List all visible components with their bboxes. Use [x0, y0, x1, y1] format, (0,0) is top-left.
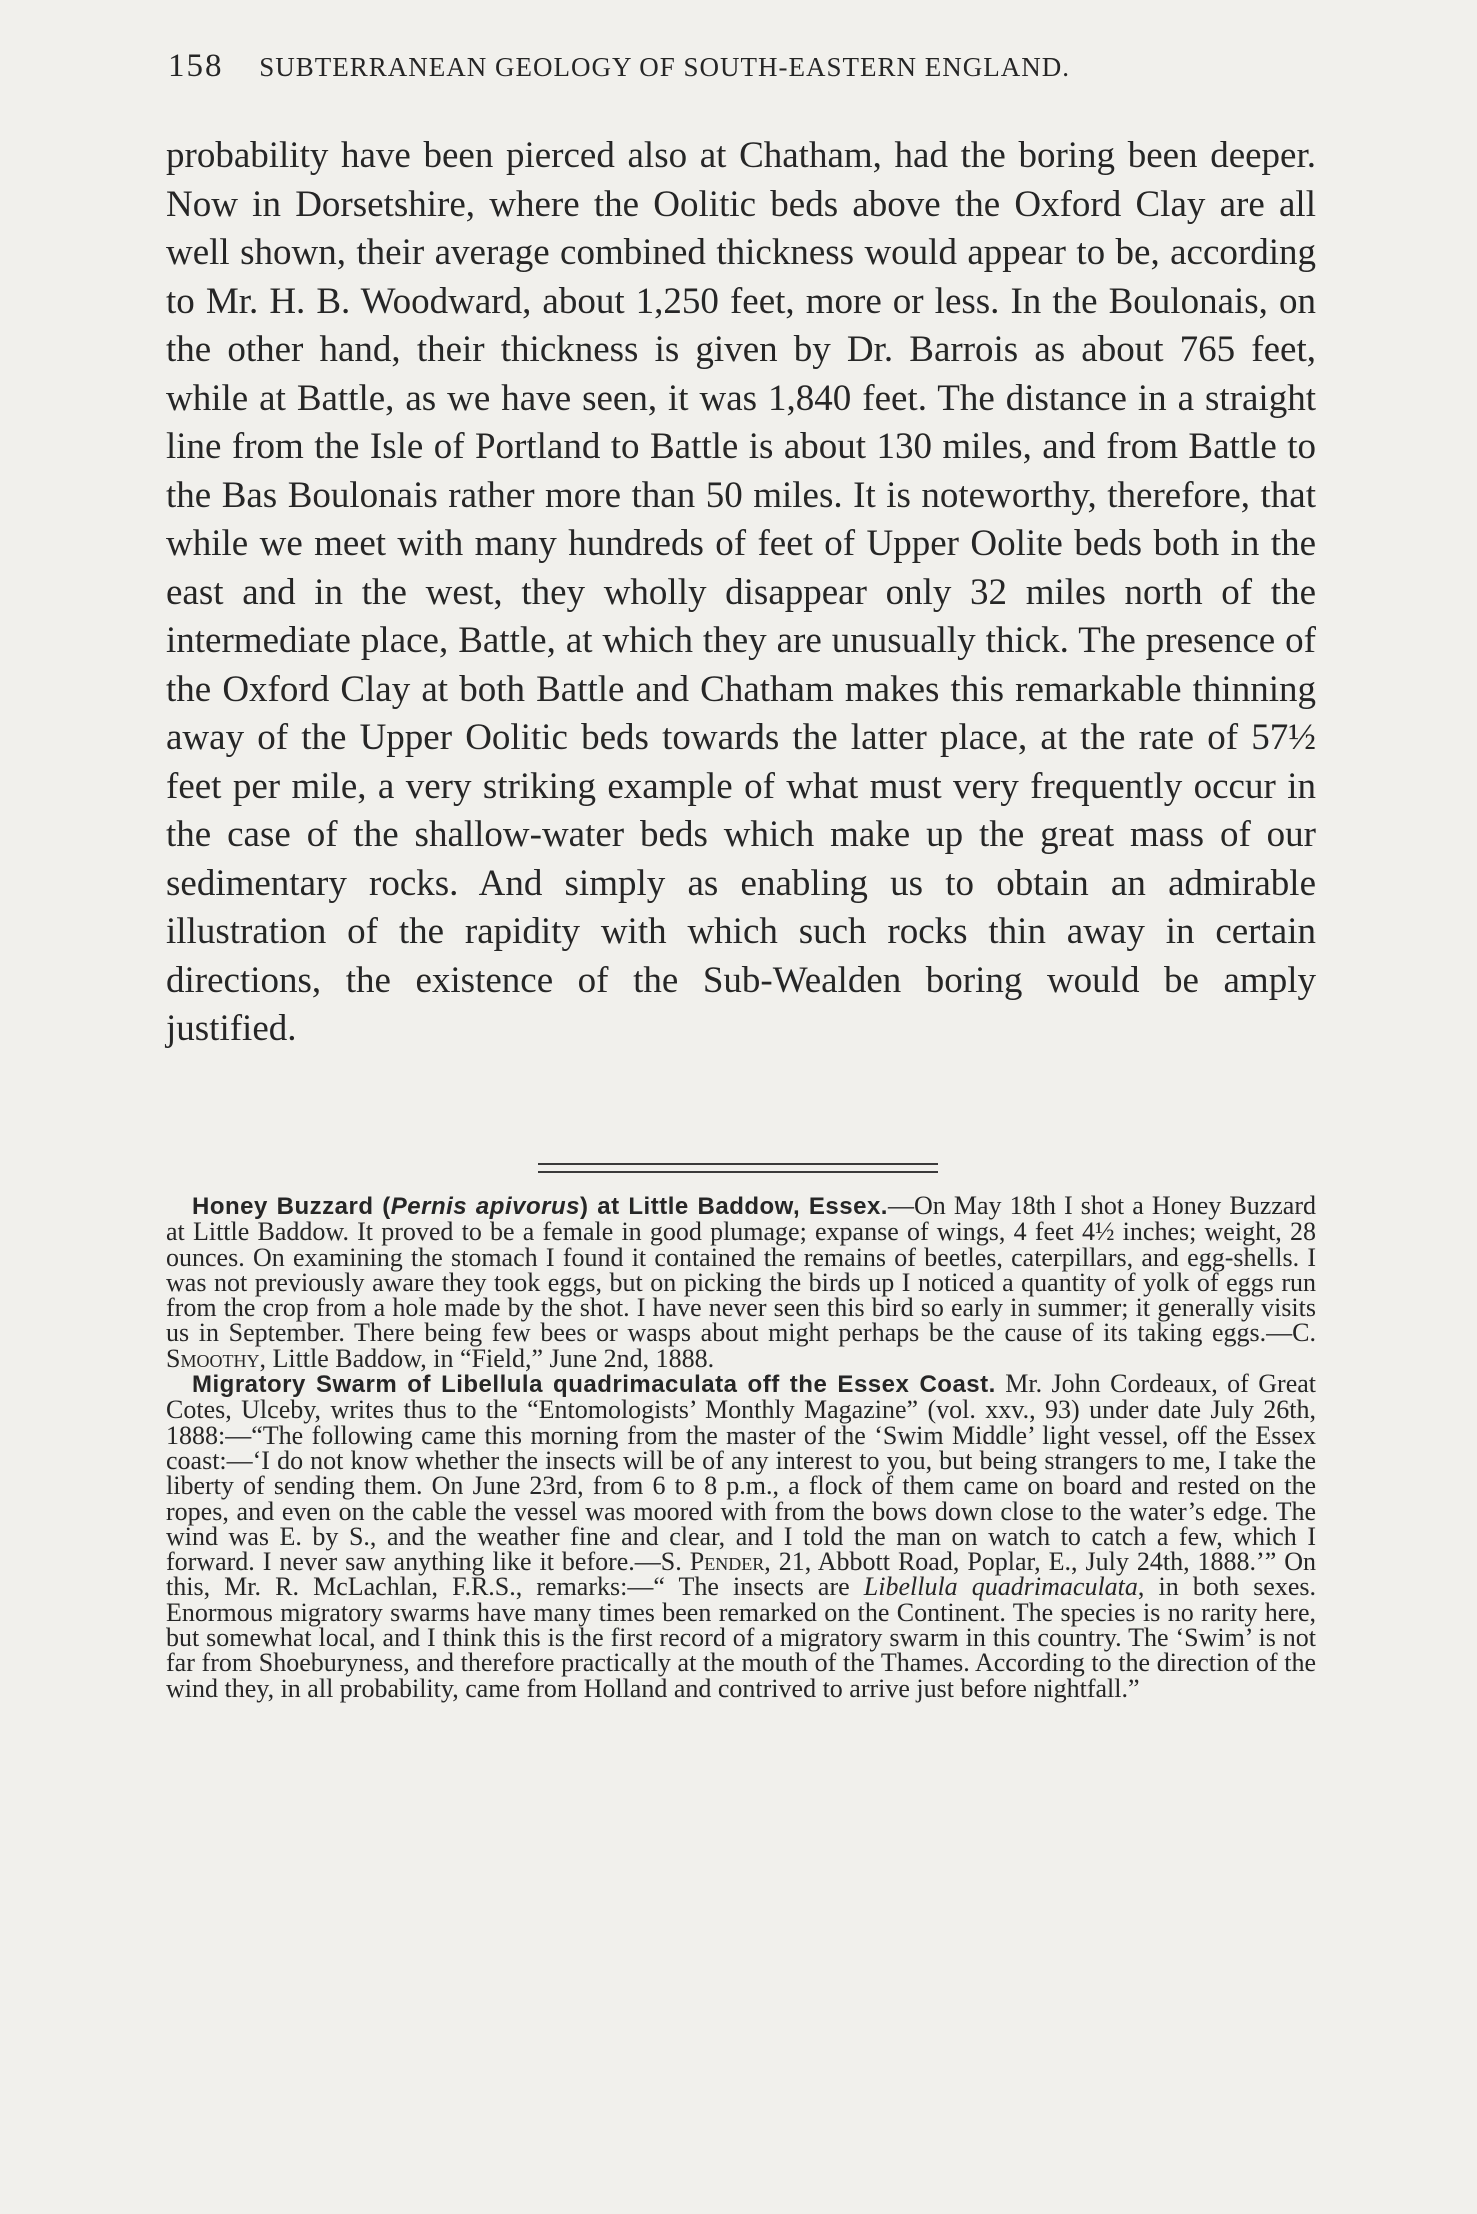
note-body: , 21, Abbott Road, Poplar, E., July 24th, 1888.’” On this, Mr. R. McLachlan, F.R.S., remarks:—“ The insects are — [166, 1547, 1317, 1602]
note-citation: , Little Baddow, in “Field,” June 2nd, 1888. — [259, 1343, 715, 1373]
note-honey-buzzard — [166, 1193, 1316, 1371]
note-heading: Migratory Swarm of Libellula quadrimaculata off the Essex Coast. — [192, 1371, 996, 1399]
note-migratory-swarm — [166, 1371, 1316, 1701]
page-number: 158 — [168, 48, 224, 84]
main-text-block — [166, 132, 1316, 1054]
author-name: Smoothy — [166, 1343, 260, 1373]
note-body: Mr. John Cordeaux, of Great Cotes, Ulceby, writes thus to the “Entomologists’ Monthly Magazine” (vol. xxv., 93) under date July 26th, 1888:—“The following came this morning from the master of the ‘Swim Middle’ light vessel, off the Essex coast:—‘I do not know whether the insects will be of any interest to you, but being strangers to me, I take the liberty of sending them. On June 23rd, from 6 to 8 p.m., a flock of them came on board and rested on the ropes, and even on the cable the vessel was moored with from the bows down close to the water’s edge. The wind was E. by S., and the weather fine and clear, and I told the man on watch to catch a few, which I forward. I never saw anything like it before.—S. — [166, 1369, 1316, 1577]
note-body: —On May 18th I shot a Honey Buzzard at Little Baddow. It proved to be a female in good plumage; expanse of wings, 4 feet 4½ inches; weight, 28 ounces. On examining the stomach I found it contained the remains of beetles, caterpillars, and egg-shells. I was not previously aware they took eggs, but on picking the birds up I noticed a quantity of yolk of eggs run from the crop from a hole made by the shot. I have never seen this bird so early in summer; it generally visits us in September. There being few bees or wasps about might perhaps be the cause of its taking eggs.—C. — [166, 1191, 1316, 1348]
species-name: Pernis apivorus — [390, 1193, 580, 1220]
author-name: Pender — [689, 1547, 765, 1577]
running-title: SUBTERRANEAN GEOLOGY OF SOUTH-EASTERN ENGLAND. — [259, 52, 1070, 82]
notes-section — [166, 1193, 1316, 1701]
running-header — [168, 48, 1318, 85]
note-heading: Honey Buzzard (Pernis apivorus) at Little Baddow, Essex. — [192, 1193, 888, 1220]
note-body: , in both sexes. Enormous migratory swarms have many times been remarked on the Continent. The species is no rarity here, but somewhat local, and I think this is the first record of a migratory swarm in this country. The ‘Swim’ is not far from Shoeburyness, and therefore practically at the mouth of the Thames. According to the direction of the wind they, in all probability, came from Holland and contrived to arrive just before nightfall.” — [166, 1572, 1317, 1703]
species-name: Libellula quadrimaculata — [863, 1572, 1138, 1602]
section-divider — [538, 1163, 938, 1173]
main-paragraph: probability have been pierced also at Chatham, had the boring been deeper. Now in Dorsetshire, where the Oolitic beds above the Oxford Clay are all well shown, their average combined thickness would appear to be, according to Mr. H. B. Woodward, about 1,250 feet, more or less. In the Boulonais, on the other hand, their thickness is given by Dr. Barrois as about 765 feet, while at Battle, as we have seen, it was 1,840 feet. The distance in a straight line from the Isle of Portland to Battle is about 130 miles, and from Battle to the Bas Boulonais rather more than 50 miles. It is noteworthy, therefore, that while we meet with many hundreds of feet of Upper Oolite beds both in the east and in the west, they wholly disappear only 32 miles north of the intermediate place, Battle, at which they are unusually thick. The presence of the Oxford Clay at both Battle and Chatham makes this remarkable thinning away of the Upper Oolitic beds towards the latter place, at the rate of 57½ feet per mile, a very striking example of what must very frequently occur in the case of the shallow-water beds which make up the great mass of our sedimentary rocks. And simply as enabling us to obtain an admirable illustration of the rapidity with which such rocks thin away in certain directions, the existence of the Sub-Wealden boring would be amply justified. — [166, 135, 1316, 1049]
